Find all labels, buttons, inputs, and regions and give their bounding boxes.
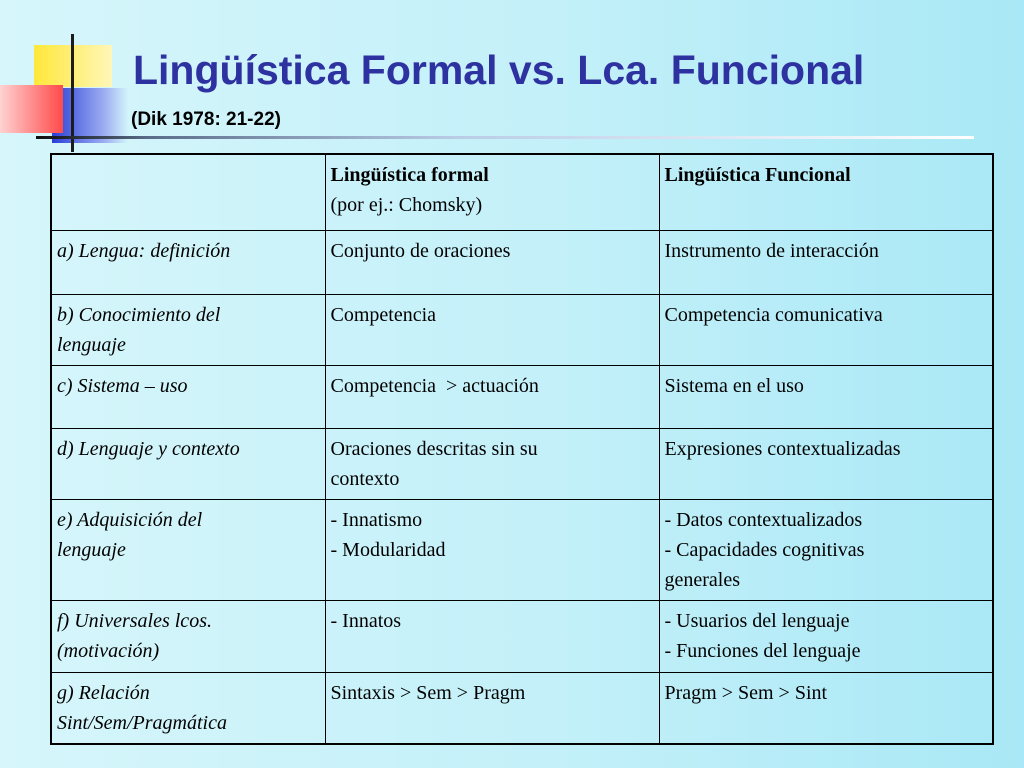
slide-title: Lingüística Formal vs. Lca. Funcional bbox=[133, 47, 865, 93]
row-label-line: g) Relación bbox=[57, 681, 150, 704]
formal-cell bbox=[325, 600, 659, 672]
header-formal-note: (por ej.: Chomsky) bbox=[330, 194, 483, 216]
decorative-vertical-line bbox=[71, 34, 74, 152]
formal-line: Competencia > actuación bbox=[330, 374, 539, 397]
functional-cell bbox=[659, 365, 993, 428]
table-row bbox=[51, 499, 993, 600]
decorative-red-square bbox=[0, 85, 63, 133]
header-corner-cell bbox=[51, 154, 325, 230]
formal-line: Oraciones descritas sin su bbox=[330, 437, 538, 460]
functional-cell bbox=[659, 428, 993, 499]
functional-line: Expresiones contextualizadas bbox=[664, 437, 901, 460]
functional-cell bbox=[659, 499, 993, 600]
row-label-line: lenguaje bbox=[57, 333, 126, 356]
functional-line: Instrumento de interacción bbox=[664, 239, 879, 262]
functional-line: - Datos contextualizados bbox=[664, 508, 863, 531]
row-label-line: a) Lengua: definición bbox=[57, 239, 231, 262]
formal-cell bbox=[325, 428, 659, 499]
row-label-cell bbox=[51, 672, 325, 744]
functional-cell bbox=[659, 600, 993, 672]
formal-cell bbox=[325, 365, 659, 428]
row-label-line: b) Conocimiento del bbox=[57, 303, 221, 326]
slide-subtitle: (Dik 1978: 21-22) bbox=[131, 109, 281, 130]
header-formal-title: Lingüística formal bbox=[330, 164, 489, 186]
formal-line: - Innatismo bbox=[330, 508, 423, 531]
formal-line: Sintaxis > Sem > Pragm bbox=[330, 681, 526, 704]
functional-cell bbox=[659, 672, 993, 744]
functional-line: Pragm > Sem > Sint bbox=[664, 681, 828, 704]
row-label-line: d) Lenguaje y contexto bbox=[57, 437, 240, 460]
row-label-cell bbox=[51, 294, 325, 365]
row-label-cell bbox=[51, 428, 325, 499]
row-label-line: e) Adquisición del bbox=[57, 508, 203, 531]
row-label-line: f) Universales lcos. bbox=[57, 609, 212, 632]
row-label-cell bbox=[51, 600, 325, 672]
header-functional-cell bbox=[659, 154, 993, 230]
table-row bbox=[51, 600, 993, 672]
functional-line: - Funciones del lenguaje bbox=[664, 639, 861, 662]
formal-cell bbox=[325, 230, 659, 294]
table-row bbox=[51, 428, 993, 499]
formal-cell bbox=[325, 294, 659, 365]
row-label-line: (motivación) bbox=[57, 639, 160, 662]
row-label-cell bbox=[51, 365, 325, 428]
table-row bbox=[51, 672, 993, 744]
formal-cell bbox=[325, 499, 659, 600]
header-formal-cell bbox=[325, 154, 659, 230]
functional-line: Competencia comunicativa bbox=[664, 303, 883, 326]
row-label-line: c) Sistema – uso bbox=[57, 374, 188, 397]
formal-line: contexto bbox=[330, 467, 400, 490]
functional-line: generales bbox=[664, 568, 741, 591]
title-underline bbox=[36, 136, 974, 139]
formal-line: - Innatos bbox=[330, 609, 402, 632]
header-functional-title: Lingüística Funcional bbox=[664, 164, 851, 186]
formal-line: - Modularidad bbox=[330, 538, 446, 561]
decorative-blue-square bbox=[52, 88, 128, 143]
formal-line: Competencia bbox=[330, 303, 437, 326]
table-row bbox=[51, 365, 993, 428]
formal-cell bbox=[325, 672, 659, 744]
functional-cell bbox=[659, 230, 993, 294]
formal-line: Conjunto de oraciones bbox=[330, 239, 511, 262]
table-row bbox=[51, 294, 993, 365]
functional-line: Sistema en el uso bbox=[664, 374, 804, 397]
row-label-line: Sint/Sem/Pragmática bbox=[57, 711, 227, 734]
row-label-line: lenguaje bbox=[57, 538, 126, 561]
functional-line: - Capacidades cognitivas bbox=[664, 538, 865, 561]
functional-cell bbox=[659, 294, 993, 365]
functional-line: - Usuarios del lenguaje bbox=[664, 609, 850, 632]
row-label-cell bbox=[51, 230, 325, 294]
comparison-table bbox=[50, 153, 994, 745]
table-row bbox=[51, 230, 993, 294]
table-header-row bbox=[51, 154, 993, 230]
row-label-cell bbox=[51, 499, 325, 600]
